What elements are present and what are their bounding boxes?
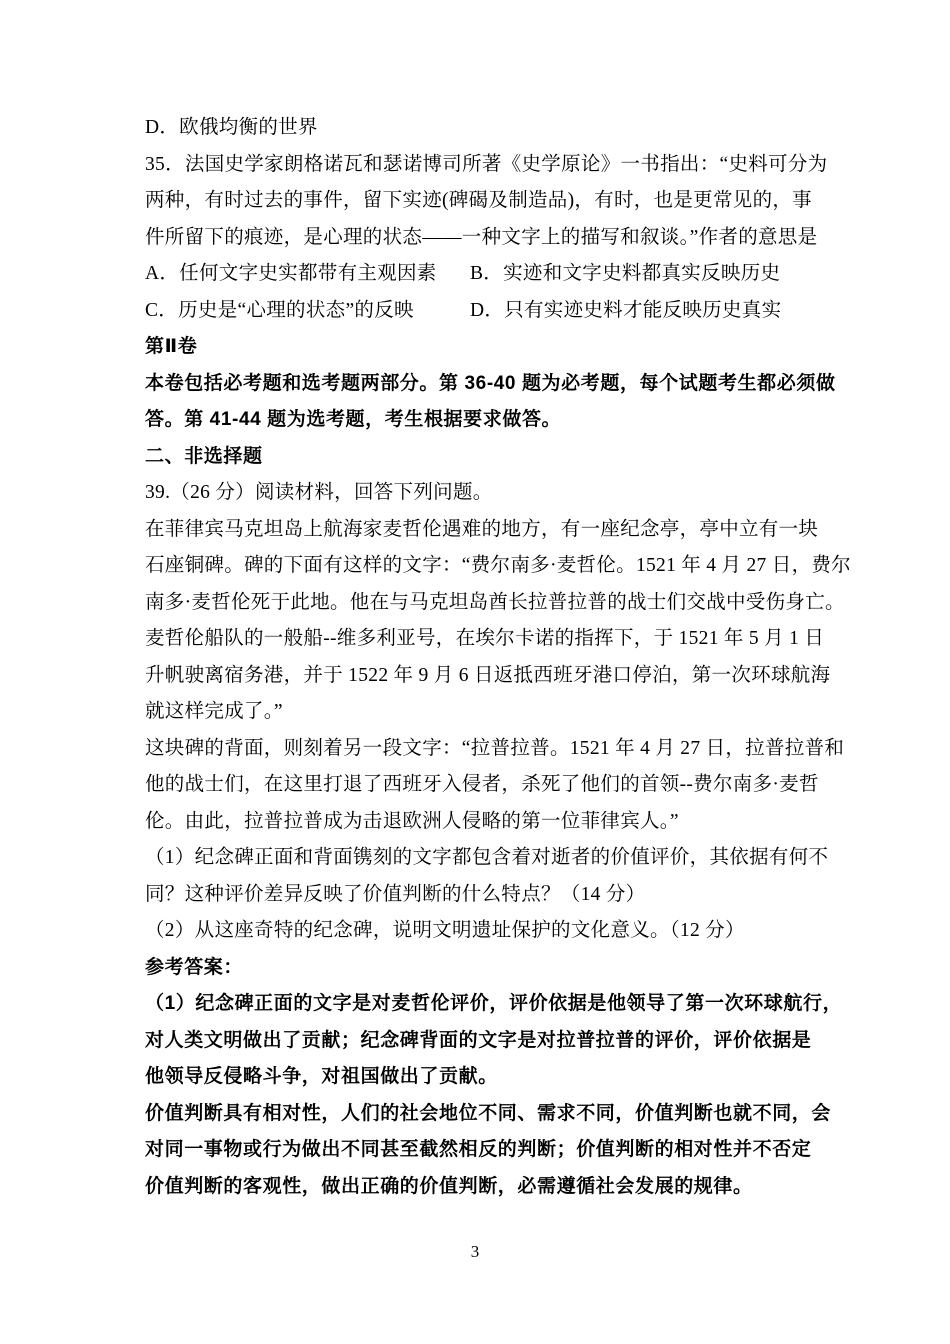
part2-note-line-2: 答。第 41-44 题为选考题，考生根据要求做答。 (145, 409, 562, 430)
q35-stem-line-1: 35．法国史学家朗格诺瓦和瑟诺博司所著《史学原论》一书指出：“史料可分为 (145, 153, 828, 175)
q35-stem-line-2: 两种，有时过去的事件，留下实迹(碑碣及制造品)，有时，也是更常见的，事 (145, 190, 812, 211)
answer-part2-line-3: 价值判断的客观性，做出正确的价值判断，必需遵循社会发展的规律。 (145, 1175, 753, 1197)
q39-material-front-line-4: 麦哲伦船队的一般船--维多利亚号，在埃尔卡诺的指挥下，于 1521 年 5 月 1 日 (145, 628, 825, 649)
answer-title: 参考答案： (145, 956, 244, 978)
q39-material-back-line-1: 这块碑的背面，则刻着另一段文字：“拉普拉普。1521 年 4 月 27 日，拉普拉普和 (145, 737, 845, 759)
q39-question1-line-1: （1）纪念碑正面和背面镌刻的文字都包含着对逝者的价值评价，其依据有何不 (145, 847, 829, 868)
document-text-block (145, 110, 851, 1205)
answer-part1-line-2: 对人类文明做出了贡献；纪念碑背面的文字是对拉普拉普的评价，评价依据是 (145, 1029, 812, 1051)
q39-material-front-line-3: 南多·麦哲伦死于此地。他在与马克坦岛酋长拉普拉普的战士们交战中受伤身亡。 (145, 591, 845, 613)
page-number: 3 (470, 1242, 480, 1261)
q35-options-row-cd (145, 293, 817, 330)
q35-option-c: C．历史是“心理的状态”的反映 (145, 299, 414, 321)
q39-material-front-line-6: 就这样完成了。” (145, 701, 283, 722)
q39-material-back-line-2: 他的战士们，在这里打退了西班牙入侵者，杀死了他们的首领--费尔南多·麦哲 (145, 774, 819, 795)
q39-question1-line-2: 同？这种评价差异反映了价值判断的什么特点？（14 分） (145, 883, 646, 905)
q39-question2: （2）从这座奇特的纪念碑，说明文明遗址保护的文化意义。（12 分） (145, 920, 745, 941)
q39-material-back-line-3: 伦。由此，拉普拉普成为击退欧洲人侵略的第一位菲律宾人。” (145, 810, 679, 832)
q35-option-a: A．任何文字史实都带有主观因素 (145, 263, 437, 284)
q39-material-front-line-5: 升帆驶离宿务港，并于 1522 年 9 月 6 日返抵西班牙港口停泊，第一次环球航海 (145, 664, 831, 686)
q35-options-row-ab (145, 256, 817, 293)
q35-stem-line-3: 件所留下的痕迹，是心理的状态——一种文字上的描写和叙谈。”作者的意思是 (145, 226, 818, 248)
part2-section-title: 二、非选择题 (145, 445, 263, 467)
q34-option-d: D．欧俄均衡的世界 (145, 117, 318, 138)
part2-note-line-1: 本卷包括必考题和选考题两部分。第 36-40 题为必考题，每个试题考生都必须做 (145, 372, 836, 394)
answer-part2-line-2: 对同一事物或行为做出不同甚至截然相反的判断；价值判断的相对性并不否定 (145, 1139, 812, 1160)
q35-option-b: B．实迹和文字史料都真实反映历史 (470, 263, 781, 284)
q39-material-front-line-1: 在菲律宾马克坦岛上航海家麦哲伦遇难的地方，有一座纪念亭，亭中立有一块 (145, 518, 819, 540)
q35-option-d: D．只有实迹史料才能反映历史真实 (470, 299, 782, 321)
q39-material-front-line-2: 石座铜碑。碑的下面有这样的文字：“费尔南多·麦哲伦。1521 年 4 月 27 日，费尔 (145, 555, 851, 576)
q39-intro: 39.（26 分）阅读材料，回答下列问题。 (145, 482, 493, 503)
answer-part2-line-1: 价值判断具有相对性，人们的社会地位不同、需求不同，价值判断也就不同，会 (145, 1102, 832, 1124)
answer-part1-line-3: 他领导反侵略斗争，对祖国做出了贡献。 (145, 1066, 498, 1087)
answer-part1-line-1: （1）纪念碑正面的文字是对麦哲伦评价，评价依据是他领导了第一次环球航行， (145, 993, 843, 1014)
part2-title: 第Ⅱ卷 (145, 336, 198, 357)
